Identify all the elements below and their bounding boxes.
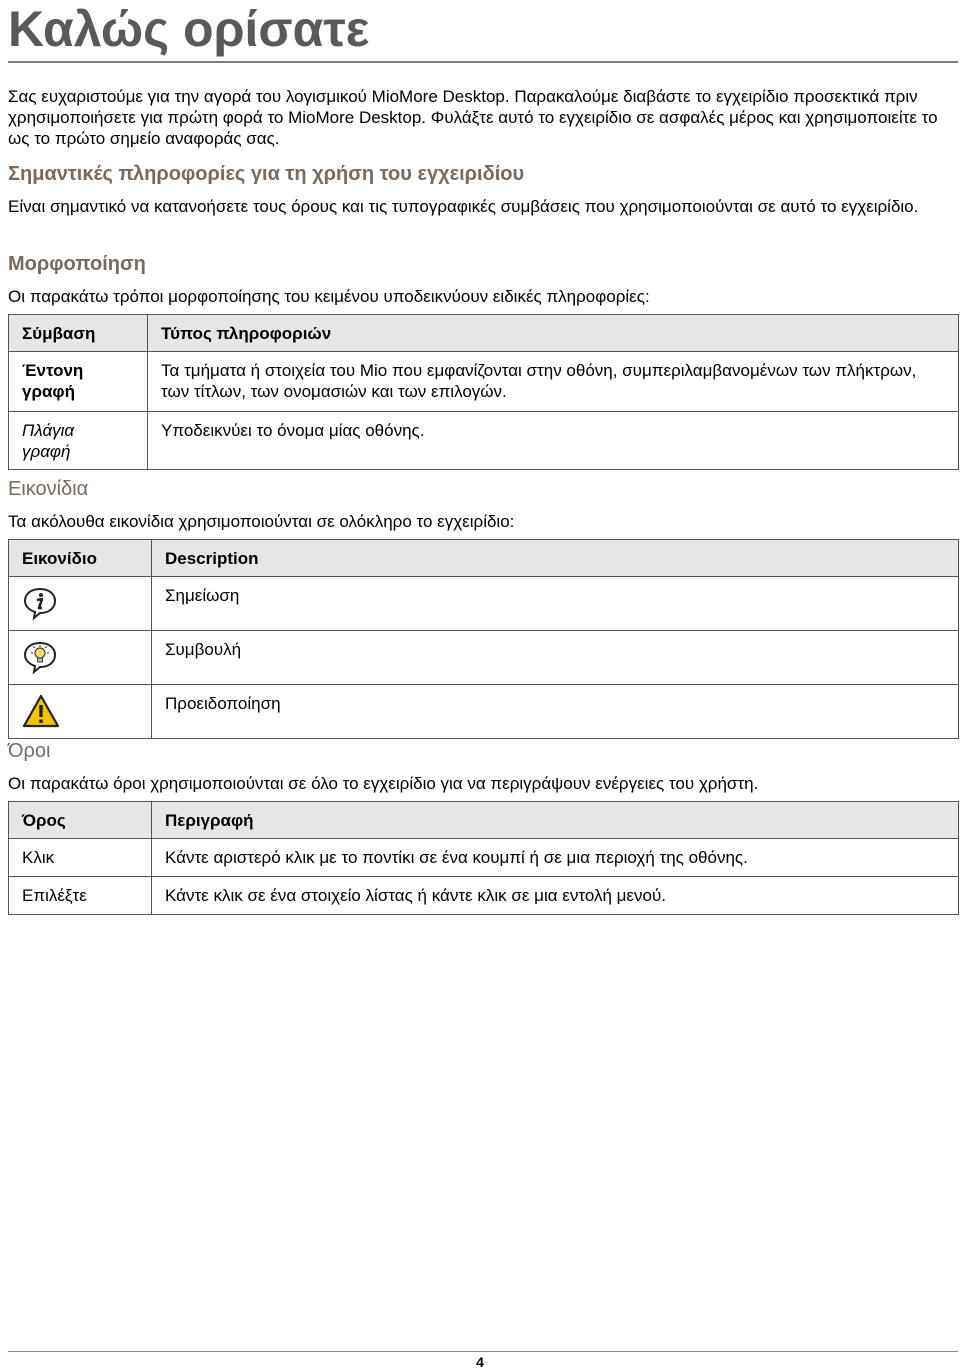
term-click-desc: Κάντε αριστερό κλικ με το ποντίκι σε ένα κουμπί ή σε μια περιοχή της οθόνης. [152,839,959,877]
header-info-type: Τύπος πληροφοριών [148,315,959,352]
table-row [9,352,959,412]
footer-rule [8,1351,958,1352]
header-description: Description [152,540,959,577]
title-rule [8,61,958,63]
header-icon: Εικονίδιο [9,540,152,577]
icons-text: Τα ακόλουθα εικονίδια χρησιμοποιούνται σε ολόκληρο το εγχειρίδιο: [8,512,515,531]
term-italic: Πλάγια γραφή [9,412,148,470]
header-convention: Σύμβαση [9,315,148,352]
page-title: Καλώς ορίσατε [8,1,370,57]
table-header-row [9,315,959,352]
term-click: Κλικ [9,839,152,877]
term-bold: Έντονη γραφή [9,352,148,412]
important-heading: Σημαντικές πληροφορίες για τη χρήση του εγχειριδίου [8,163,525,185]
table-row [9,839,959,877]
table-row [9,412,959,470]
formatting-heading: Μορφοποίηση [8,253,146,275]
terms-table [8,801,959,915]
header-term-description: Περιγραφή [152,802,959,839]
term-bold-desc: Τα τμήματα ή στοιχεία του Mio που εμφανίζονται στην οθόνη, συμπεριλαμβανομένων των πλήκτρων, των τίτλων, των ονομασιών και των επιλογών. [148,352,959,412]
table-row [9,685,959,739]
table-header-row [9,540,959,577]
term-select: Επιλέξτε [9,877,152,915]
icon-note-desc: Σημείωση [152,577,959,631]
table-header-row [9,802,959,839]
header-term: Όρος [9,802,152,839]
icon-tip-desc: Συμβουλή [152,631,959,685]
formatting-table [8,314,959,470]
formatting-text: Οι παρακάτω τρόποι μορφοποίησης του κειμένου υποδεικνύουν ειδικές πληροφορίες: [8,287,650,306]
icon-warning-desc: Προειδοποίηση [152,685,959,739]
info-icon [22,606,58,625]
term-italic-desc: Υποδεικνύει το όνομα μίας οθόνης. [148,412,959,470]
terms-heading: Όροι [8,740,51,762]
lightbulb-icon [22,660,58,679]
term-select-desc: Κάντε κλικ σε ένα στοιχείο λίστας ή κάντε κλικ σε μια εντολή μενού. [152,877,959,915]
table-row [9,577,959,631]
intro-paragraph: Σας ευχαριστούμε για την αγορά του λογισμικού MioMore Desktop. Παρακαλούμε διαβάστε το εγχειρίδιο προσεκτικά πριν χρησιμοποιήσετε για πρώτη φορά το MioMore Desktop. Φυλάξτε αυτό το εγχειρίδιο σε ασφαλές μέρος και χρησιμοποιείτε το ως το πρώτο σημείο αναφοράς σας. [8,87,938,148]
terms-text: Οι παρακάτω όροι χρησιμοποιούνται σε όλο το εγχειρίδιο για να περιγράψουν ενέργειες του χρήστη. [8,774,759,793]
icons-heading: Εικονίδια [8,478,89,500]
warning-icon [22,714,60,733]
table-row [9,631,959,685]
important-text: Είναι σημαντικό να κατανοήσετε τους όρους και τις τυπογραφικές συμβάσεις που χρησιμοποιούνται σε αυτό το εγχειρίδιο. [8,197,919,216]
icons-table [8,539,959,739]
table-row [9,877,959,915]
page-number: 4 [476,1354,484,1370]
